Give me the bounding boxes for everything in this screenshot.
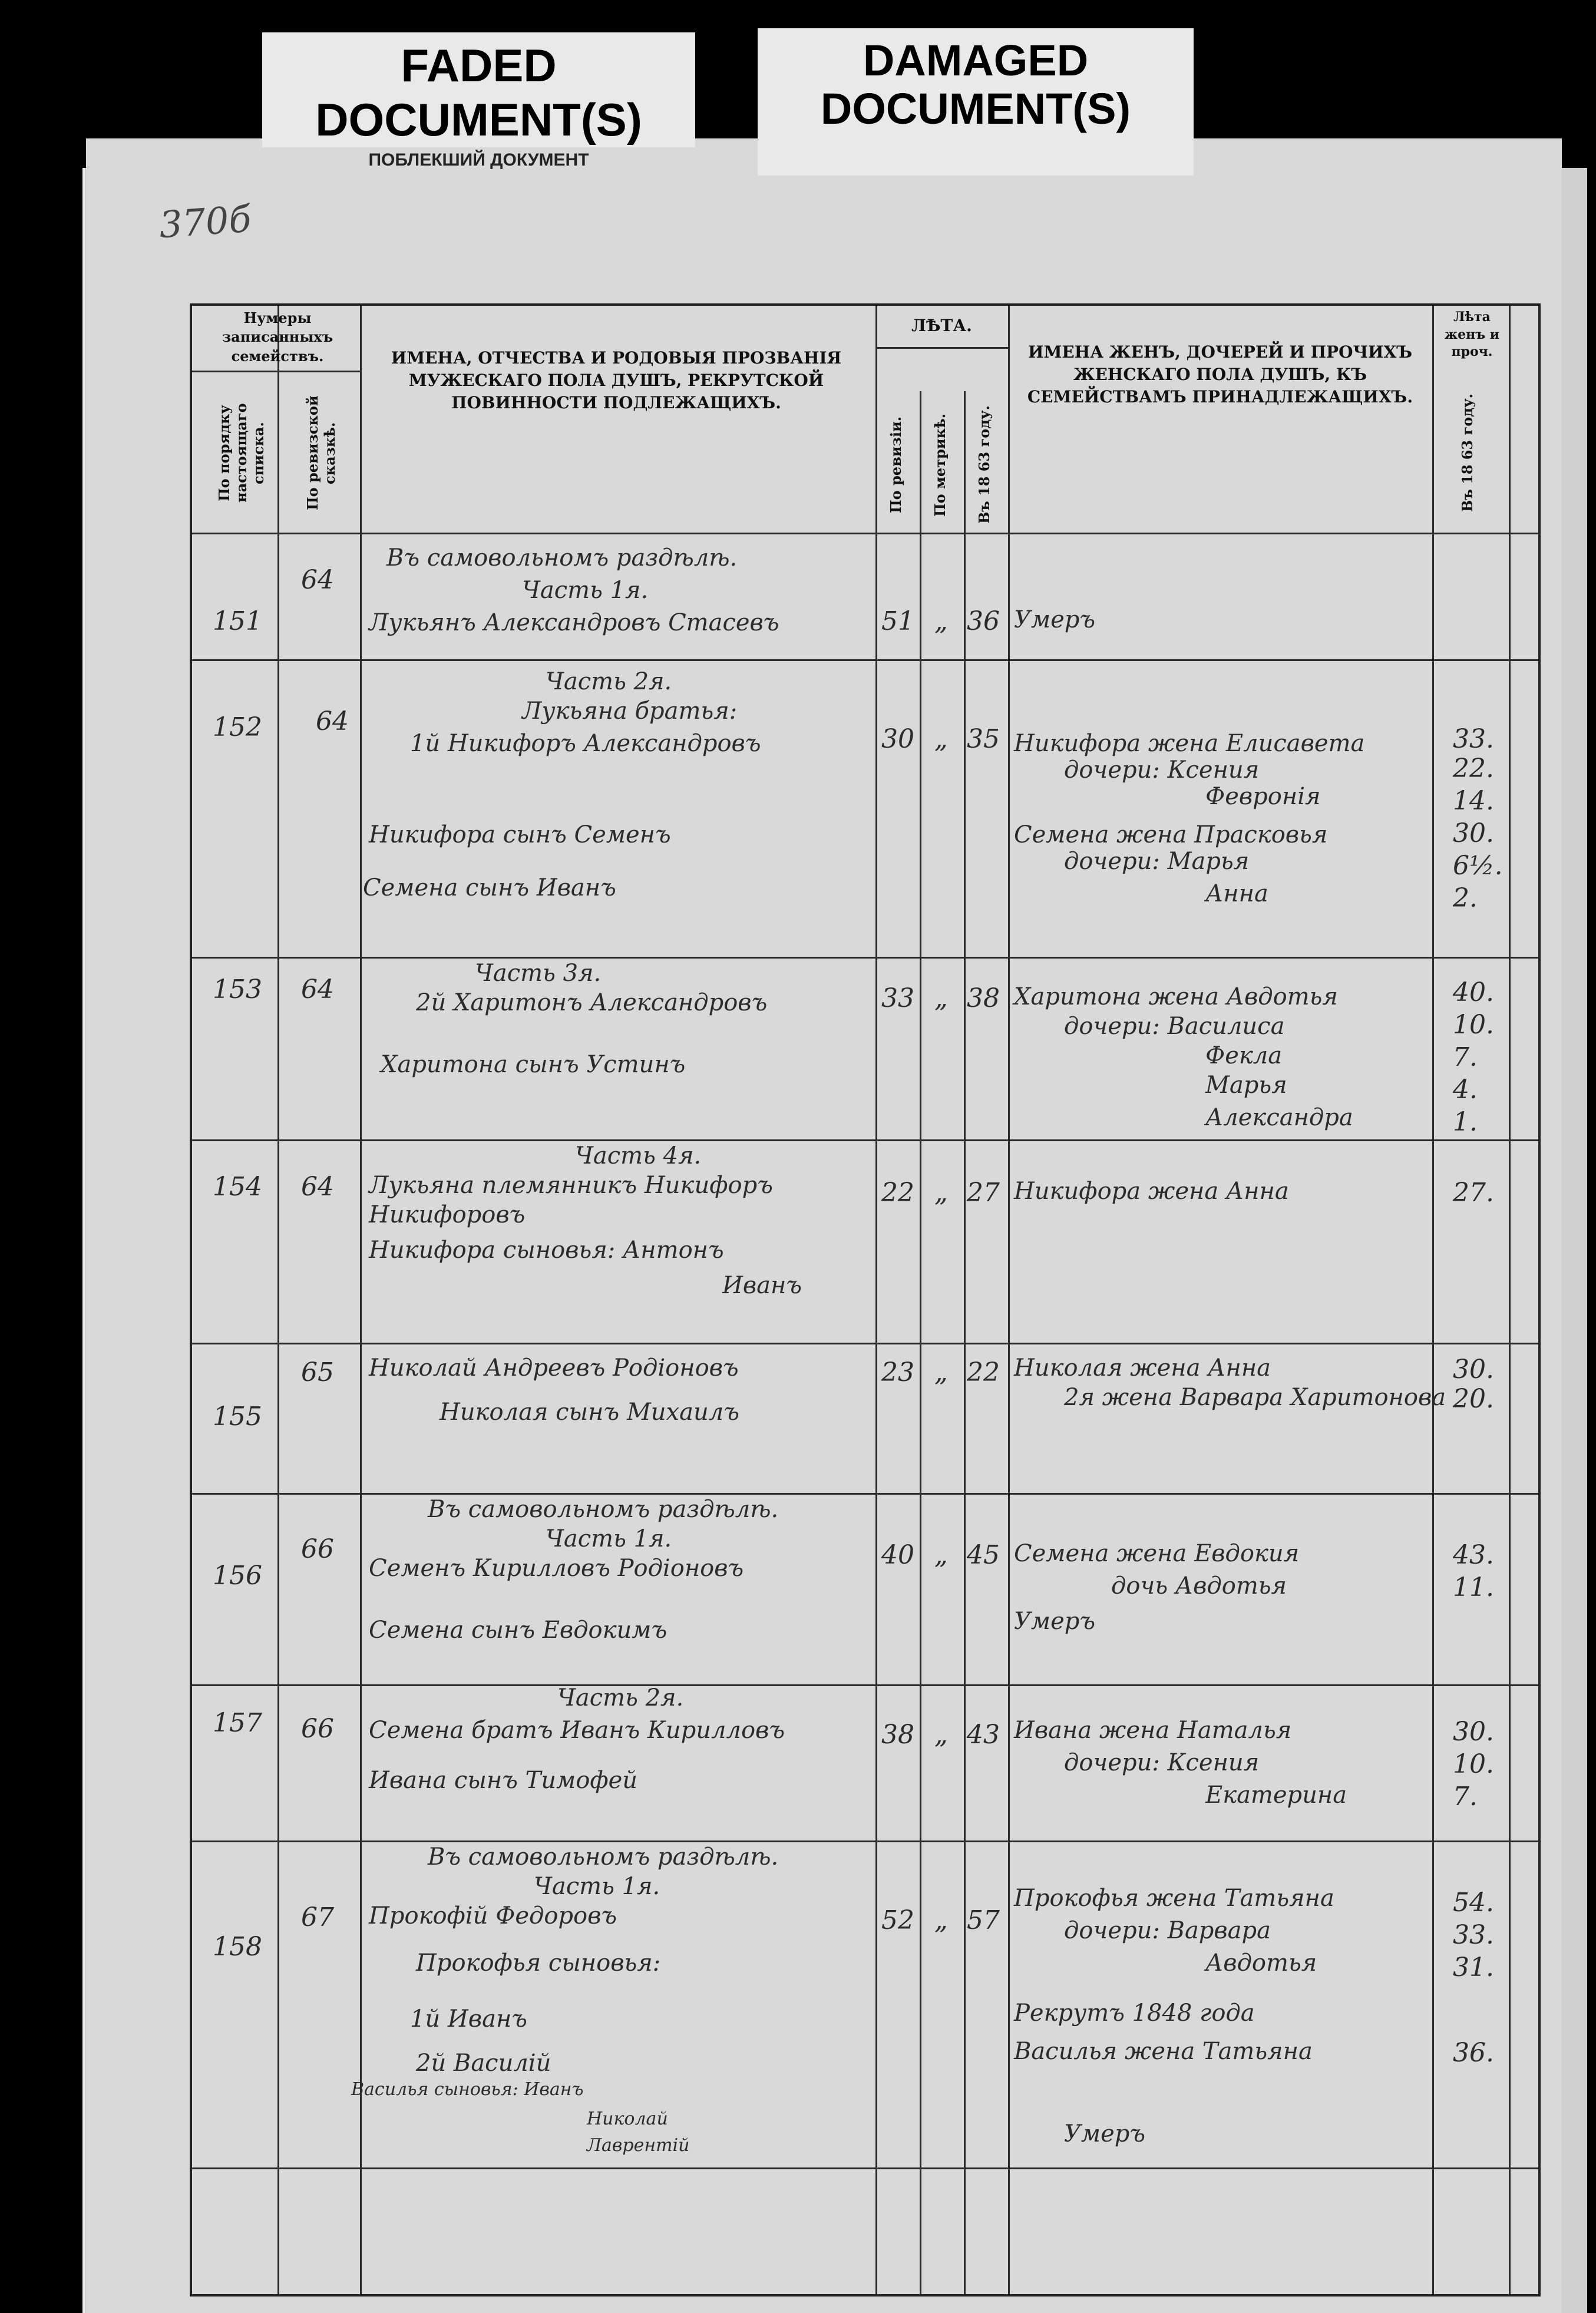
age-metric: „ (934, 1357, 948, 1387)
row-divider (192, 659, 1538, 661)
row-number: 152 (213, 712, 262, 742)
male-entry: Николая сынъ Михаилъ (440, 1399, 739, 1426)
col-year-female-header: Въ 18 63 году. (1459, 394, 1476, 513)
age-now: 22 (967, 1357, 1000, 1387)
age-metric: „ (934, 1540, 948, 1570)
female-entry: дочери: Ксения (1064, 756, 1260, 784)
male-entry: Семена сынъ Иванъ (363, 874, 616, 901)
row-divider (192, 1684, 1538, 1686)
page-number: 370б (157, 197, 253, 247)
female-entry: Умеръ (1014, 606, 1096, 633)
age-now: 43 (967, 1720, 1000, 1750)
years-header: ЛѢТА. (911, 316, 972, 335)
male-entry: Прокофья сыновья: (416, 1949, 661, 1977)
female-age: 2. (1453, 883, 1478, 913)
row-number: 157 (213, 1708, 262, 1738)
male-entry: 1й Никифоръ Александровъ (410, 730, 761, 757)
male-entry: Василья сыновья: Иванъ (351, 2079, 584, 2100)
female-age: 33. (1453, 724, 1494, 754)
row-divider (192, 1139, 1538, 1141)
header-divider (875, 347, 1008, 349)
female-entry: Харитона жена Авдотья (1014, 983, 1338, 1010)
col-current-header: По порядку настоящаго списка. (216, 403, 267, 503)
male-entry: Николай (587, 2109, 668, 2129)
header-bottom-line (192, 533, 1538, 534)
male-entry: Лукьяна племянникъ Никифоръ (369, 1172, 773, 1199)
male-entry: Никифора сынъ Семенъ (369, 821, 671, 848)
female-age: 6½. (1453, 851, 1503, 881)
female-entry: Авдотья (1205, 1949, 1317, 1977)
row-number: 155 (213, 1402, 262, 1432)
female-age: 1. (1453, 1107, 1478, 1137)
female-entry: Февронія (1205, 783, 1321, 810)
female-age: 27. (1453, 1178, 1494, 1208)
col-divider (1432, 306, 1434, 2294)
col-year-header: Въ 18 63 году. (976, 405, 993, 524)
row-number: 158 (213, 1932, 262, 1962)
female-age: 10. (1453, 1010, 1494, 1040)
age-now: 57 (967, 1905, 1000, 1935)
male-entry: Николай Андреевъ Родіоновъ (369, 1354, 739, 1382)
years-female-header: Лѣта женъ и проч. (1444, 309, 1500, 360)
male-entry: Семена братъ Иванъ Кирилловъ (369, 1717, 785, 1744)
female-age: 10. (1453, 1749, 1494, 1779)
row-divider (192, 2167, 1538, 2169)
female-age: 14. (1453, 786, 1494, 816)
male-entry: Лаврентій (587, 2135, 690, 2156)
female-entry: дочери: Варвара (1064, 1917, 1271, 1944)
age-revision: 33 (881, 983, 914, 1013)
age-metric: „ (934, 606, 948, 636)
col-divider (875, 306, 877, 2294)
female-age: 54. (1453, 1888, 1494, 1918)
age-revision: 23 (881, 1357, 914, 1387)
age-revision: 51 (881, 606, 914, 636)
age-revision: 52 (881, 1905, 914, 1935)
female-entry: Семена жена Евдокия (1014, 1540, 1300, 1567)
female-entry: Прокофья жена Татьяна (1014, 1885, 1334, 1912)
age-revision: 30 (881, 724, 914, 754)
female-entry: Семена жена Прасковья (1014, 821, 1328, 848)
female-entry: Василья жена Татьяна (1014, 2038, 1313, 2065)
header-divider (192, 371, 360, 372)
female-age: 31. (1453, 1952, 1494, 1982)
female-entry: Умеръ (1064, 2120, 1146, 2147)
male-entry: Никифоровъ (369, 1201, 526, 1228)
row-number: 151 (213, 606, 262, 636)
male-entry: Часть 1я. (534, 1873, 660, 1900)
female-entry: Анна (1205, 880, 1268, 907)
col-divider (360, 306, 362, 2294)
female-entry: Марья (1205, 1072, 1287, 1099)
revision-number: 64 (301, 565, 334, 595)
male-entry: Часть 3я. (475, 960, 602, 987)
age-now: 38 (967, 983, 1000, 1013)
female-age: 33. (1453, 1920, 1494, 1950)
revision-number: 66 (301, 1534, 334, 1564)
col-by-metric-header: По метрикѣ. (931, 413, 949, 517)
female-entry: Ивана жена Наталья (1014, 1717, 1292, 1744)
female-entry: дочь Авдотья (1111, 1572, 1287, 1600)
female-age: 7. (1453, 1782, 1478, 1812)
male-entry: Въ самовольномъ раздѣлѣ. (428, 1843, 779, 1871)
female-entry: дочери: Марья (1064, 848, 1250, 875)
male-names-header: ИМЕНА, ОТЧЕСТВА И РОДОВЫЯ ПРОЗВАНІЯ МУЖЕСКАГО ПОЛА ДУШЪ, РЕКРУТСКОЙ ПОВИННОСТИ ПОДЛЕЖАЩИХЪ. (391, 348, 842, 412)
female-entry: Александра (1205, 1104, 1353, 1131)
age-now: 36 (967, 606, 1000, 636)
male-entry: Часть 1я. (546, 1525, 672, 1552)
female-entry: Екатерина (1205, 1782, 1347, 1809)
female-entry: Умеръ (1014, 1608, 1096, 1635)
male-entry: 2й Василій (416, 2050, 551, 2077)
revision-number: 64 (301, 974, 334, 1004)
male-entry: Лукьянъ Александровъ Стасевъ (369, 609, 779, 636)
female-entry: дочери: Ксения (1064, 1749, 1260, 1776)
male-entry: Часть 4я. (575, 1142, 702, 1169)
col-by-revision-header: По ревизіи. (887, 416, 904, 514)
age-metric: „ (934, 1178, 948, 1208)
male-entry: Часть 1я. (522, 577, 649, 604)
male-entry: 2й Харитонъ Александровъ (416, 989, 768, 1016)
col-divider (1509, 306, 1511, 2294)
female-age: 40. (1453, 977, 1494, 1007)
age-now: 35 (967, 724, 1000, 754)
age-now: 27 (967, 1178, 1000, 1208)
age-now: 45 (967, 1540, 1000, 1570)
row-divider (192, 1343, 1538, 1344)
revision-number: 64 (301, 1172, 334, 1202)
row-number: 153 (213, 974, 262, 1004)
female-age: 30. (1453, 1717, 1494, 1747)
faded-document-label: FADED DOCUMENT(S) ПОБЛЕКШИЙ ДОКУМЕНТ (262, 32, 695, 147)
female-entry: Николая жена Анна (1014, 1354, 1271, 1382)
female-entry: Рекрутъ 1848 года (1014, 2000, 1255, 2027)
age-revision: 38 (881, 1720, 914, 1750)
female-entry: 2я жена Варвара Харитонова (1064, 1384, 1446, 1411)
family-numbers-header: Нумеры записанныхъ семействъ. (222, 309, 333, 365)
row-number: 156 (213, 1561, 262, 1591)
female-entry: Фекла (1205, 1042, 1283, 1069)
female-age: 43. (1453, 1540, 1494, 1570)
male-entry: Иванъ (722, 1272, 802, 1299)
male-entry: 1й Иванъ (410, 2005, 527, 2033)
row-divider (192, 1493, 1538, 1495)
col-revision-header: По ревизской сказкѣ. (304, 395, 338, 511)
revision-number: 65 (301, 1357, 334, 1387)
male-entry: Харитона сынъ Устинъ (381, 1051, 686, 1078)
row-divider (192, 1841, 1538, 1842)
male-entry: Прокофій Федоровъ (369, 1902, 617, 1929)
male-entry: Часть 2я. (546, 668, 672, 695)
female-age: 30. (1453, 1354, 1494, 1385)
female-age: 22. (1453, 754, 1494, 784)
age-metric: „ (934, 724, 948, 754)
female-age: 11. (1453, 1572, 1494, 1602)
male-entry: Въ самовольномъ раздѣлѣ. (428, 1496, 779, 1523)
age-metric: „ (934, 1905, 948, 1935)
male-entry: Ивана сынъ Тимофей (369, 1767, 638, 1794)
female-entry: Никифора жена Анна (1014, 1178, 1289, 1205)
damaged-document-label: DAMAGED DOCUMENT(S) (758, 28, 1194, 176)
female-age: 4. (1453, 1075, 1478, 1105)
revision-number: 67 (301, 1902, 334, 1932)
female-age: 36. (1453, 2038, 1494, 2068)
age-revision: 40 (881, 1540, 914, 1570)
col-divider (277, 306, 279, 2294)
age-metric: „ (934, 1720, 948, 1750)
age-metric: „ (934, 983, 948, 1013)
col-divider (1008, 306, 1010, 2294)
female-age: 30. (1453, 818, 1494, 848)
male-entry: Часть 2я. (557, 1684, 684, 1711)
male-entry: Лукьяна братья: (522, 698, 738, 725)
revision-number: 66 (301, 1714, 334, 1744)
age-revision: 22 (881, 1178, 914, 1208)
female-age: 7. (1453, 1042, 1478, 1072)
female-age: 20. (1453, 1384, 1494, 1414)
female-names-header: ИМЕНА ЖЕНЪ, ДОЧЕРЕЙ И ПРОЧИХЪ ЖЕНСКАГО ПОЛА ДУШЪ, КЪ СЕМЕЙСТВАМЪ ПРИНАДЛЕЖАЩИХЪ. (1027, 342, 1413, 407)
male-entry: Никифора сыновья: Антонъ (369, 1237, 724, 1264)
row-number: 154 (213, 1172, 262, 1202)
row-divider (192, 957, 1538, 959)
female-entry: Никифора жена Елисавета (1014, 730, 1365, 757)
female-entry: дочери: Василиса (1064, 1013, 1285, 1040)
census-table (190, 303, 1541, 2297)
male-entry: Семенъ Кирилловъ Родіоновъ (369, 1555, 744, 1582)
revision-number: 64 (316, 706, 349, 736)
male-entry: Въ самовольномъ раздѣлѣ. (386, 544, 738, 571)
male-entry: Семена сынъ Евдокимъ (369, 1617, 668, 1644)
